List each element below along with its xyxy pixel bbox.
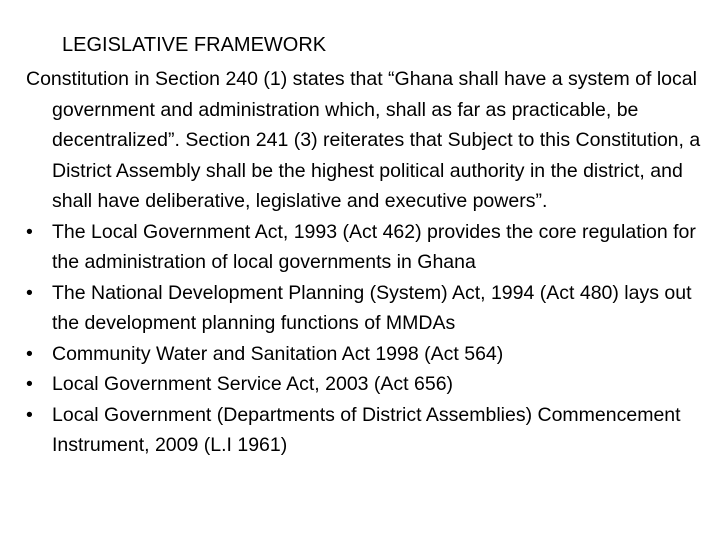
list-item bbox=[26, 339, 706, 370]
list-item-text: The National Development Planning (System) Act, 1994 (Act 480) lays out the development planning functions of MMDAs bbox=[52, 281, 692, 334]
bullet-icon: • bbox=[26, 220, 33, 243]
list-item bbox=[26, 217, 706, 278]
slide-title: LEGISLATIVE FRAMEWORK bbox=[62, 34, 327, 56]
bullet-icon: • bbox=[26, 403, 33, 426]
list-item-text: Local Government Service Act, 2003 (Act 656) bbox=[52, 373, 454, 395]
intro-paragraph: Constitution in Section 240 (1) states that “Ghana shall have a system of local government and administration which, shall as far as practicable, be decentralized”. Section 241 (3) reiterates that Subject to this Constitution, a District Assembly shall be the highest political authority in the district, and shall have deliberative, legislative and executive powers”. bbox=[26, 68, 701, 212]
bullet-list bbox=[26, 217, 706, 461]
bullet-icon: • bbox=[26, 342, 33, 365]
list-item bbox=[26, 369, 706, 400]
list-item-text: The Local Government Act, 1993 (Act 462) provides the core regulation for the administration of local governments in Ghana bbox=[52, 220, 696, 273]
list-item bbox=[26, 400, 706, 461]
bullet-icon: • bbox=[26, 373, 33, 395]
slide-content bbox=[26, 64, 706, 461]
list-item-text: Community Water and Sanitation Act 1998 (Act 564) bbox=[52, 342, 504, 365]
list-item-text: Local Government (Departments of District Assemblies) Commencement Instrument, 2009 (L.I 1961) bbox=[52, 403, 681, 456]
bullet-icon: • bbox=[26, 281, 33, 304]
list-item bbox=[26, 278, 706, 339]
